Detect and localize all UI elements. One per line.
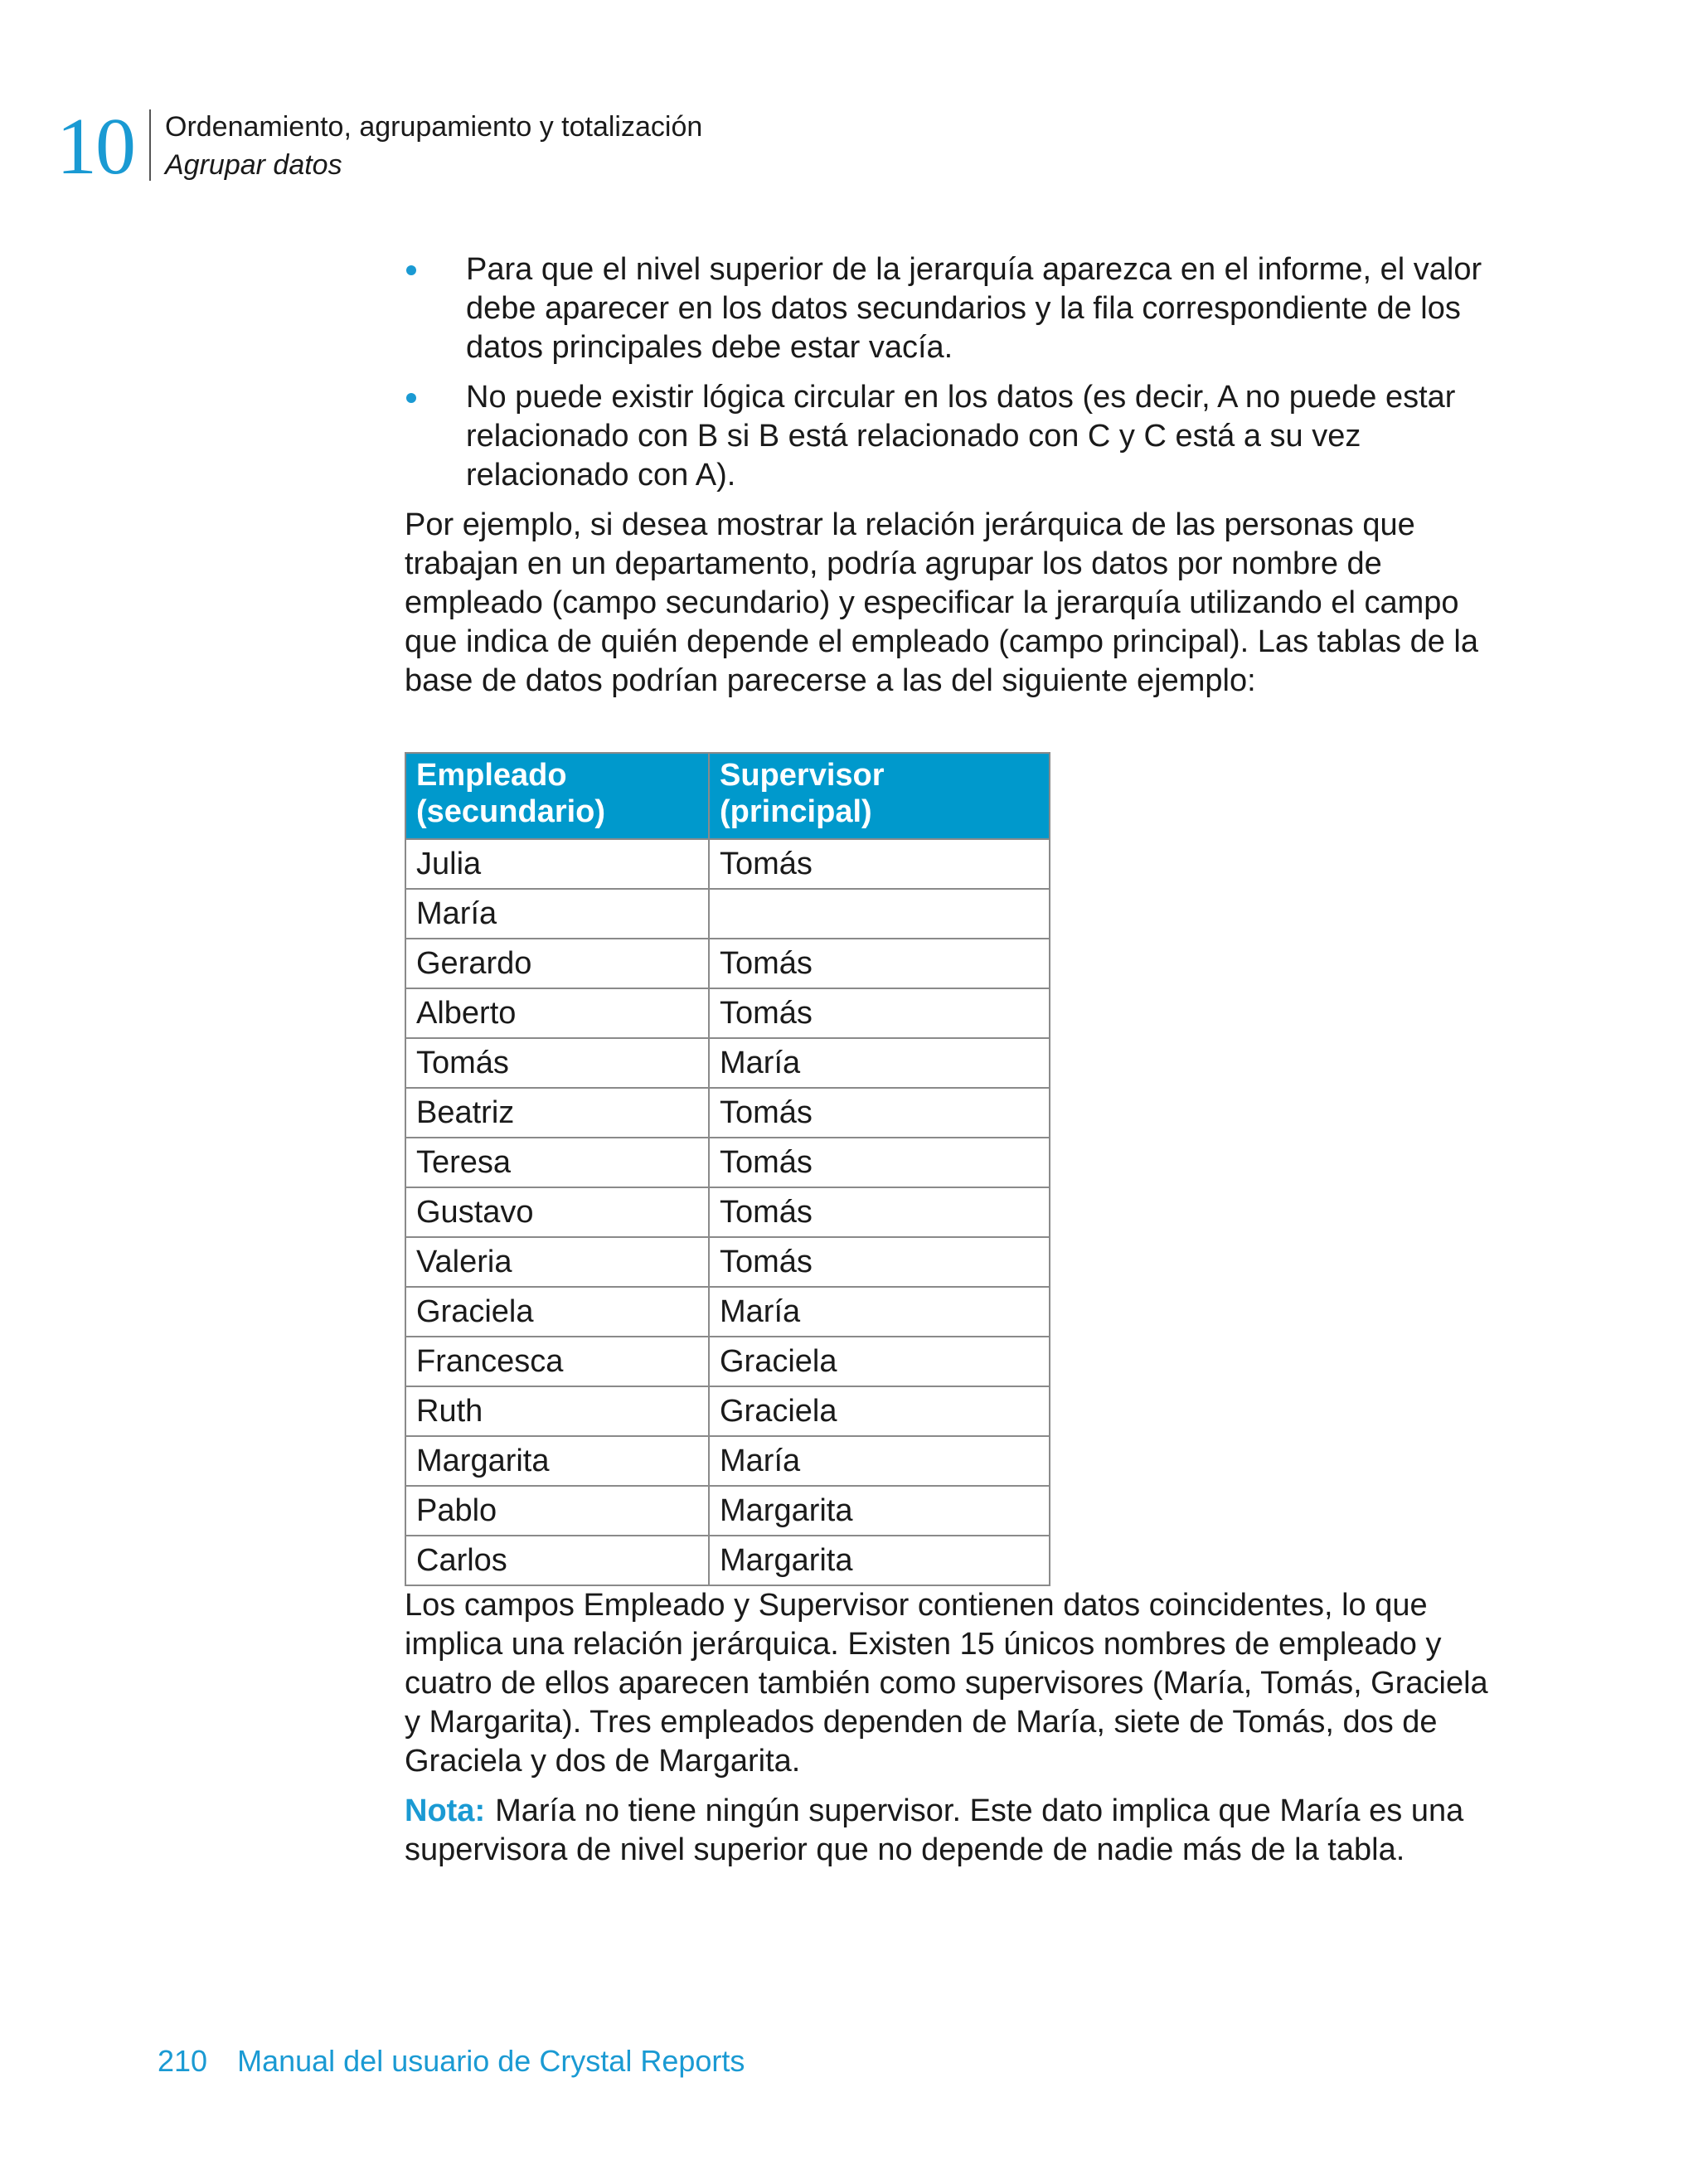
bullet-text: No puede existir lógica circular en los datos (es decir, A no puede estar relacionado con B si B está relacionado con C y C está a su vez relacionado con A). — [466, 380, 1456, 493]
employee-cell: Beatriz — [405, 1088, 709, 1138]
employee-cell: Gustavo — [405, 1187, 709, 1237]
table-row — [405, 839, 1050, 889]
list-item — [405, 378, 1499, 495]
supervisor-cell: Tomás — [709, 1138, 1050, 1187]
table-header-row — [405, 753, 1050, 839]
bullet-icon — [406, 393, 416, 403]
manual-title: Manual del usuario de Crystal Reports — [237, 2044, 745, 2078]
employee-cell: Tomás — [405, 1038, 709, 1088]
employee-cell: Alberto — [405, 988, 709, 1038]
employee-cell: Pablo — [405, 1486, 709, 1536]
employee-cell: Julia — [405, 839, 709, 889]
employee-cell: Ruth — [405, 1386, 709, 1436]
employee-cell: Margarita — [405, 1436, 709, 1486]
supervisor-cell: Margarita — [709, 1536, 1050, 1585]
employee-cell: Gerardo — [405, 939, 709, 988]
supervisor-cell: Graciela — [709, 1337, 1050, 1386]
employee-cell: Valeria — [405, 1237, 709, 1287]
supervisor-cell: Tomás — [709, 988, 1050, 1038]
employee-cell: Francesca — [405, 1337, 709, 1386]
supervisor-cell: Graciela — [709, 1386, 1050, 1436]
header-supervisor: Supervisor (principal) — [709, 753, 1050, 839]
note-label: Nota: — [405, 1793, 486, 1828]
employee-cell: Carlos — [405, 1536, 709, 1585]
supervisor-cell: María — [709, 1436, 1050, 1486]
table-row — [405, 988, 1050, 1038]
note-text: María no tiene ningún supervisor. Este dato implica que María es una supervisora de nivel superior que no depende de nadie más de la tabla. — [405, 1793, 1464, 1867]
main-content — [405, 250, 1499, 1881]
table-row — [405, 1088, 1050, 1138]
note-paragraph — [405, 1792, 1499, 1870]
table-row — [405, 1436, 1050, 1486]
hierarchy-table — [405, 752, 1050, 1586]
page-number: 210 — [158, 2044, 208, 2078]
supervisor-cell: María — [709, 1038, 1050, 1088]
bullet-icon — [406, 265, 416, 275]
summary-paragraph: Los campos Empleado y Supervisor contienen datos coincidentes, lo que implica una relación jerárquica. Existen 15 únicos nombres de empleado y cuatro de ellos aparecen también como supervisores (María, Tomás, Graciela y Margarita). Tres empleados dependen de María, siete de Tomás, dos de Graciela y dos de Margarita. — [405, 1588, 1488, 1779]
supervisor-cell: Tomás — [709, 1088, 1050, 1138]
intro-paragraph: Por ejemplo, si desea mostrar la relación jerárquica de las personas que trabajan en un departamento, podría agrupar los datos por nombre de empleado (campo secundario) y especificar la jerarquía utilizando el campo que indica de quién depende el empleado (campo principal). Las tablas de la base de datos podrían parecerse a las del siguiente ejemplo: — [405, 507, 1478, 698]
page-footer — [158, 2044, 745, 2079]
supervisor-cell: Tomás — [709, 839, 1050, 889]
supervisor-cell: Margarita — [709, 1486, 1050, 1536]
section-title: Agrupar datos — [165, 149, 342, 181]
table-row — [405, 1138, 1050, 1187]
table-row — [405, 1038, 1050, 1088]
supervisor-cell: Tomás — [709, 939, 1050, 988]
table-row — [405, 1237, 1050, 1287]
table-row — [405, 1386, 1050, 1436]
supervisor-cell: Tomás — [709, 1187, 1050, 1237]
table-row — [405, 939, 1050, 988]
table-row — [405, 1536, 1050, 1585]
header-employee: Empleado (secundario) — [405, 753, 709, 839]
list-item — [405, 250, 1499, 367]
chapter-number: 10 — [56, 102, 134, 192]
header-divider — [149, 109, 151, 181]
bullet-text: Para que el nivel superior de la jerarquía aparezca en el informe, el valor debe aparecer en los datos secundarios y la fila correspondiente de los datos principales debe estar vacía. — [466, 252, 1482, 365]
bullet-list — [405, 250, 1499, 495]
employee-cell: María — [405, 889, 709, 939]
employee-cell: Teresa — [405, 1138, 709, 1187]
supervisor-cell — [709, 889, 1050, 939]
supervisor-cell: Tomás — [709, 1237, 1050, 1287]
table-row — [405, 889, 1050, 939]
table-row — [405, 1287, 1050, 1337]
table-row — [405, 1486, 1050, 1536]
table-row — [405, 1187, 1050, 1237]
employee-cell: Graciela — [405, 1287, 709, 1337]
supervisor-cell: María — [709, 1287, 1050, 1337]
chapter-title: Ordenamiento, agrupamiento y totalización — [165, 111, 703, 143]
table-row — [405, 1337, 1050, 1386]
